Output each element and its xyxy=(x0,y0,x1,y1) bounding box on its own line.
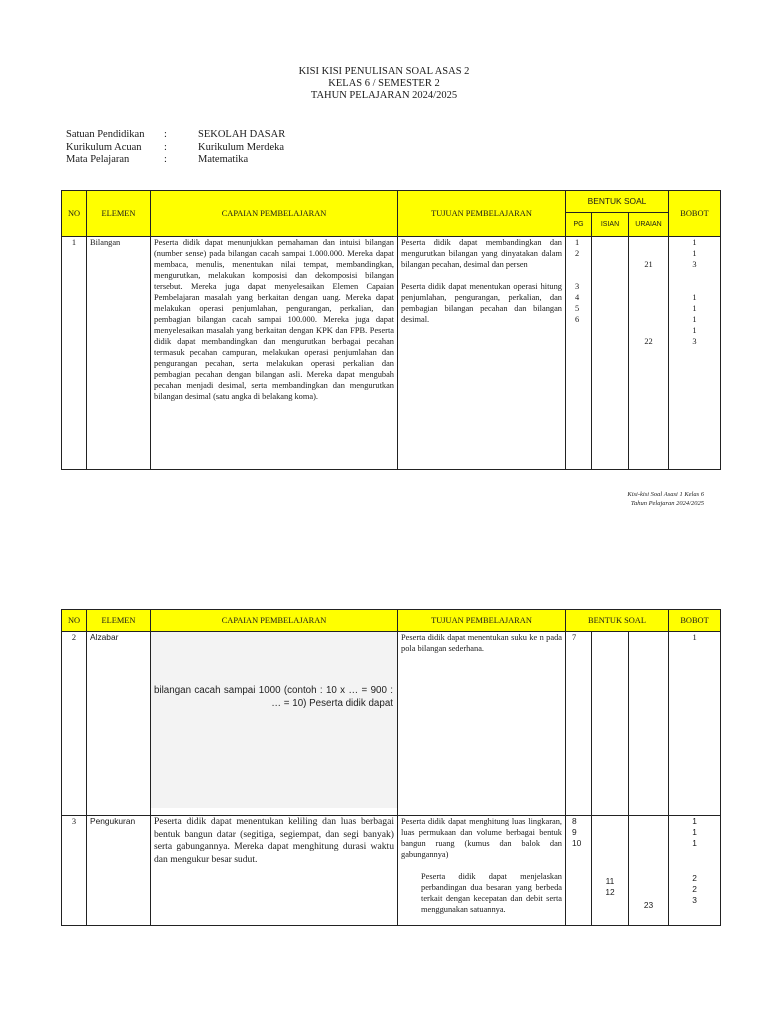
cell-pg: 7 xyxy=(566,632,592,816)
bobot-values: 1 1 3 xyxy=(692,238,697,269)
tujuan-item: Peserta didik dapat menentukan operasi hitung penjumlahan, pengurangan, perkalian, dan pembagian bilangan pecahan dan bilangan desimal. xyxy=(401,282,562,324)
document-class-semester: KELAS 6 / SEMESTER 2 xyxy=(328,78,440,89)
cell-isian xyxy=(592,237,629,470)
bobot-values: 2 2 3 xyxy=(692,873,697,905)
document-title: KISI KISI PENULISAN SOAL ASAS 2 xyxy=(298,66,470,77)
cell-pg: 8 9 10 xyxy=(566,816,592,926)
cell-capaian: Peserta didik dapat menentukan keliling dan luas berbagai bentuk bangun datar (segitiga, segiempat, dan segi banyak) serta gabungannya. Mereka dapat menghitung durasi waktu dan mengukur besar sudut. xyxy=(151,816,398,926)
cell-isian xyxy=(592,816,629,926)
kisi-table-1 xyxy=(61,190,721,470)
capaian-highlight-box xyxy=(151,632,397,808)
cell-pg xyxy=(566,237,592,470)
tujuan-item: Peserta didik dapat menghitung luas lingkaran, luas permukaan dan volume berbagai bentuk bangun ruang (kumus dan balok dan gabungannya) xyxy=(401,817,562,859)
cell-elemen: Pengukuran xyxy=(87,816,151,926)
info-label: Kurikulum Acuan xyxy=(66,141,142,153)
header-capaian: CAPAIAN PEMBELAJARAN xyxy=(151,610,398,632)
isian-values: 11 12 xyxy=(605,876,615,897)
info-colon: : xyxy=(164,154,167,165)
header-no: NO xyxy=(62,610,87,632)
cell-tujuan xyxy=(398,816,566,926)
uraian-value: 21 xyxy=(644,260,653,269)
footer-line: Tahun Pelajaran 2024/2025 xyxy=(630,500,704,507)
page-footer-note xyxy=(627,490,704,508)
uraian-value: 22 xyxy=(644,337,653,346)
info-row-mapel xyxy=(66,154,326,167)
header-tujuan: TUJUAN PEMBELAJARAN xyxy=(398,191,566,237)
cell-bobot: 1 xyxy=(669,632,721,816)
bobot-values: 1 1 1 xyxy=(692,816,697,848)
header-isian: ISIAN xyxy=(592,213,629,237)
footer-line: Kisi-kisi Soal Asasi 1 Kelas 6 xyxy=(627,491,704,498)
header-elemen: ELEMEN xyxy=(87,191,151,237)
cell-bobot xyxy=(669,237,721,470)
cell-tujuan: Peserta didik dapat menentukan suku ke n pada pola bilangan sederhana. xyxy=(398,632,566,816)
identity-info xyxy=(66,129,326,167)
info-value: Kurikulum Merdeka xyxy=(198,141,285,153)
cell-capaian: Peserta didik dapat menunjukkan pemahaman dan intuisi bilangan (number sense) pada bilangan cacah sampai 1.000.000. Mereka dapat membaca, menulis, menentukan nilai tempat, membandingkan, mengurutkan, melakukan komposisi dan dekomposisi bilangan tersebut. Mereka juga dapat menyelesaikan Elemen Capaian Pembelajaran masalah yang berkaitan dengan uang. Mereka dapat melakukan operasi penjumlahan, pengurangan, perkalian, dan pembagian bilangan cacah sampai 100.000. Mereka juga dapat menyelesaikan masalah yang berkaitan dengan KPK dan FPB. Peserta didik dapat membandingkan dan mengurutkan berbagai pecahan termasuk pecahan campuran, melakukan operasi penjumlahan dan pengurangan pecahan, serta melakukan operasi perkalian dan pembagian pecahan dengan bilangan asli. Mereka dapat mengubah pecahan menjadi desimal, serta membandingkan dan mengurutkan bilangan desimal (satu angka di belakang koma). xyxy=(151,237,398,470)
bobot-values: 1 1 1 1 3 xyxy=(692,293,697,346)
uraian-value: 23 xyxy=(643,900,654,910)
header-bentuk-soal: BENTUK SOAL xyxy=(566,191,669,213)
header-elemen: ELEMEN xyxy=(87,610,151,632)
pg-values: 3 4 5 6 xyxy=(575,282,580,324)
header-capaian: CAPAIAN PEMBELAJARAN xyxy=(151,191,398,237)
cell-no: 3 xyxy=(62,816,87,926)
cell-uraian xyxy=(629,237,669,470)
info-row-kurikulum xyxy=(66,142,326,155)
cell-no: 1 xyxy=(62,237,87,470)
info-colon: : xyxy=(164,141,167,153)
kisi-table-2 xyxy=(61,609,721,926)
header-bobot: BOBOT xyxy=(669,191,721,237)
cell-no: 2 xyxy=(62,632,87,816)
document-header xyxy=(0,66,768,102)
capaian-text: bilangan cacah sampai 1000 (contoh : 10 x … = 900 : … = 10) Peserta didik dapat xyxy=(154,685,393,709)
info-value: SEKOLAH DASAR xyxy=(198,129,286,140)
cell-capaian xyxy=(151,632,398,816)
table-row xyxy=(62,237,721,470)
cell-uraian xyxy=(629,632,669,816)
table-row xyxy=(62,816,721,926)
tujuan-item: Peserta didik dapat membandingkan dan mengurutkan bilangan yang dinyatakan dalam bilangan pecahan, desimal dan persen xyxy=(401,238,562,269)
info-colon: : xyxy=(164,129,167,140)
info-row-satuan xyxy=(66,129,326,142)
table-row xyxy=(62,632,721,816)
cell-uraian xyxy=(629,816,669,926)
header-bobot: BOBOT xyxy=(669,610,721,632)
document-school-year: TAHUN PELAJARAN 2024/2025 xyxy=(310,90,458,101)
cell-elemen: Bilangan xyxy=(87,237,151,470)
header-no: NO xyxy=(62,191,87,237)
header-uraian: URAIAN xyxy=(629,213,669,237)
cell-bobot xyxy=(669,816,721,926)
info-label: Satuan Pendidikan xyxy=(66,129,145,140)
cell-tujuan xyxy=(398,237,566,470)
header-tujuan: TUJUAN PEMBELAJARAN xyxy=(398,610,566,632)
info-label: Mata Pelajaran xyxy=(66,154,130,165)
pg-values: 1 2 xyxy=(575,238,580,258)
header-pg: PG xyxy=(566,213,592,237)
header-bentuk-soal: BENTUK SOAL xyxy=(566,610,669,632)
info-value: Matematika xyxy=(198,154,249,165)
cell-elemen: Alzabar xyxy=(87,632,151,816)
tujuan-item: Peserta didik dapat menjelaskan perbandingan dua besaran yang berbeda terkait dengan kecepatan dan debit serta menggunakan satuannya. xyxy=(421,872,562,914)
cell-isian xyxy=(592,632,629,816)
